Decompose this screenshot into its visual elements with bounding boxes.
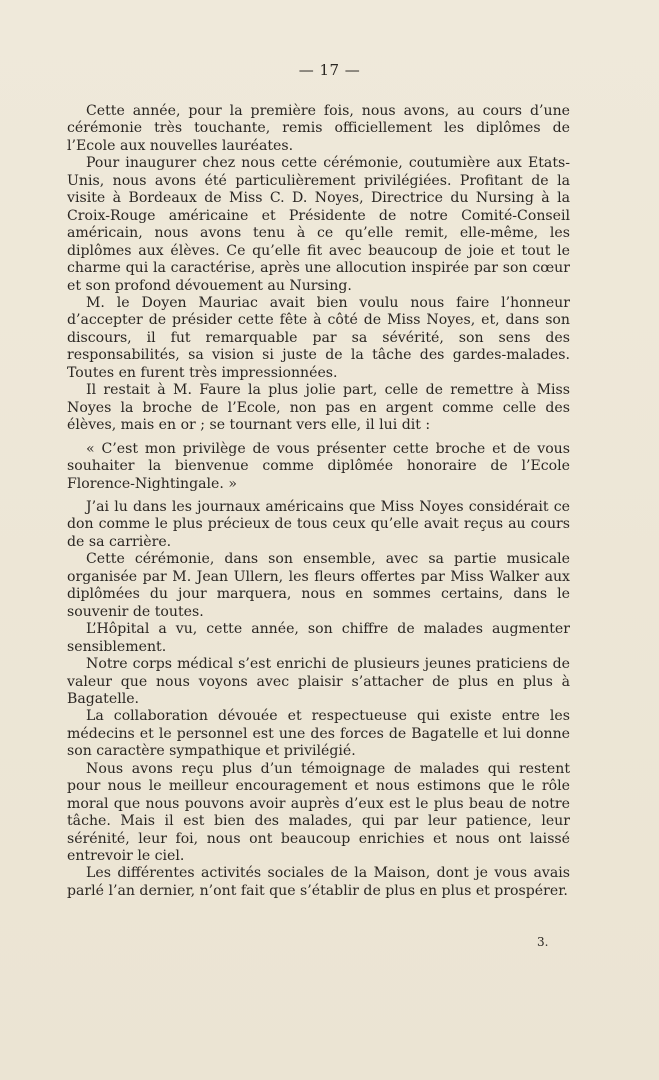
paragraph: L’Hôpital a vu, cette année, son chiffre de malades augmenter sensiblement. [67,621,570,655]
body-text [67,103,570,900]
paragraph: Les différentes activités sociales de la Maison, dont je vous avais parlé l’an dernier, n’ont fait que s’établir de plus en plus et prospérer. [67,865,570,899]
paragraph: Cette cérémonie, dans son ensemble, avec sa partie musicale organisée par M. Jean Ullern, les fleurs offertes par Miss Walker aux diplômées du jour marquera, nous en sommes certains, dans le souvenir de toutes. [67,551,570,620]
paragraph: Nous avons reçu plus d’un témoignage de malades qui restent pour nous le meilleur encouragement et nous estimons que le rôle moral que nous pouvons avoir auprès d’eux est le plus beau de notre tâche. Mais il est bien des malades, qui par leur patience, leur sérénité, leur foi, nous ont beaucoup enrichies et nous ont laissé entrevoir le ciel. [67,760,570,865]
paragraph: Il restait à M. Faure la plus jolie part, celle de remettre à Miss Noyes la broche de l’Ecole, non pas en argent comme celle des élèves, mais en or ; se tournant vers elle, il lui dit : [67,382,570,434]
paragraph: Notre corps médical s’est enrichi de plusieurs jeunes praticiens de valeur que nous voyons avec plaisir s’attacher de plus en plus à Bagatelle. [67,656,570,707]
paragraph: Cette année, pour la première fois, nous avons, au cours d’une cérémonie très touchante, remis officiellement les diplômes de l’Ecole aux nouvelles lauréates. [67,103,570,154]
paragraph: La collaboration dévouée et respectueuse qui existe entre les médecins et le personnel est une des forces de Bagatelle et lui donne son caractère sympathique et privilégié. [67,708,570,760]
paragraph: J’ai lu dans les journaux américains que Miss Noyes considérait ce don comme le plus précieux de tous ceux qu’elle avait reçus au cours de sa carrière. [67,498,570,550]
signature-mark: 3. [537,935,549,949]
paragraph: M. le Doyen Mauriac avait bien voulu nous faire l’honneur d’accepter de présider cette fête à côté de Miss Noyes, et, dans son discours, il fut remarquable par sa sévérité, son sens des responsabilités, sa vision si juste de la tâche des gardes-malades. Toutes en furent très impressionnées. [67,294,570,381]
page-number: — 17 — [298,61,361,79]
quoted-paragraph: « C’est mon privilège de vous présenter cette broche et de vous souhaiter la bienvenue comme diplômée honoraire de l’Ecole Florence-Nightingale. » [67,440,570,492]
paragraph: Pour inaugurer chez nous cette cérémonie, coutumière aux Etats-Unis, nous avons été particulièrement privilégiées. Profitant de la visite à Bordeaux de Miss C. D. Noyes, Directrice du Nursing à la Croix-Rouge américaine et Présidente de notre Comité-Conseil américain, nous avons tenu à ce qu’elle remit, elle-même, les diplômes aux élèves. Ce qu’elle fit avec beaucoup de joie et tout le charme qui la caractérise, après une allocution inspirée par son cœur et son profond dévouement au Nursing. [67,155,570,294]
